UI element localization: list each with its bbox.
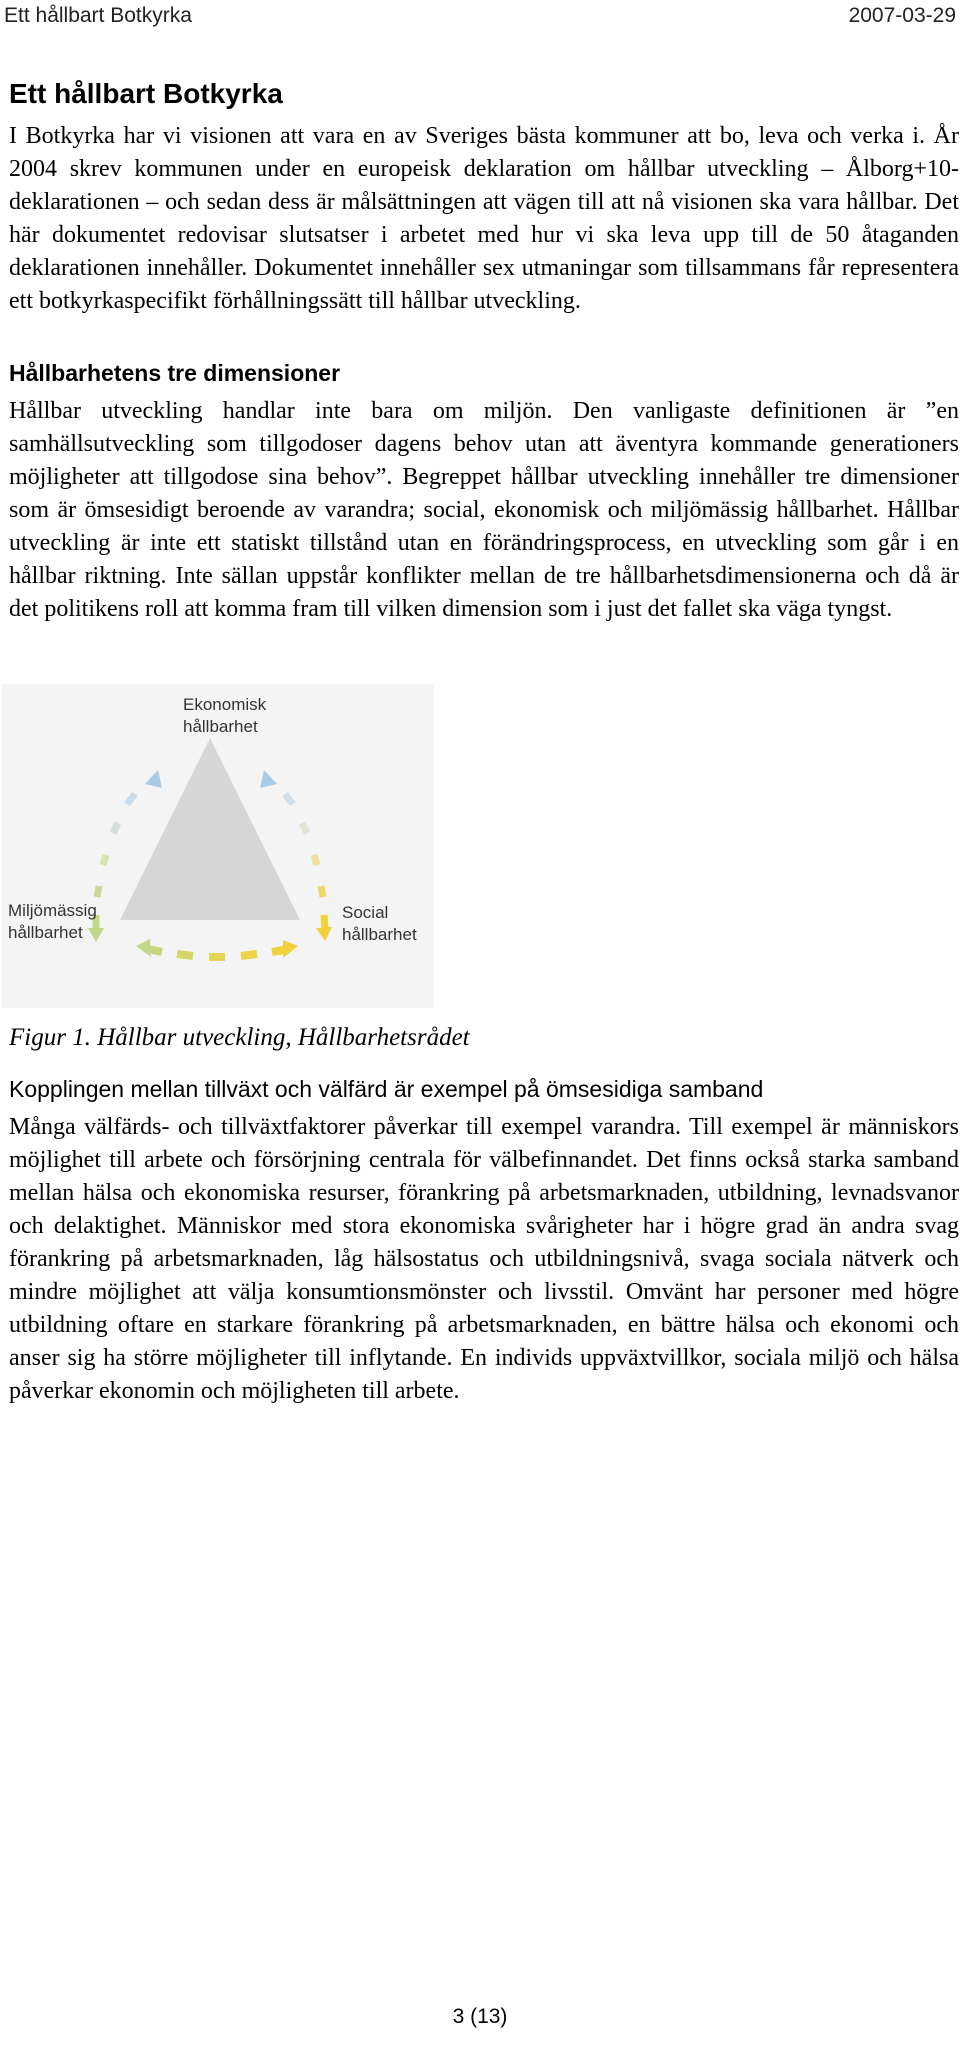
- label-social-sustainability: Social hållbarhet: [342, 903, 417, 944]
- running-header-title: Ett hållbart Botkyrka: [4, 4, 192, 27]
- sustainability-triangle-figure: [2, 684, 434, 1008]
- arrow-arc-environment-to-social: [148, 949, 284, 957]
- label-environmental-sustainability: Miljömässig hållbarhet: [8, 901, 97, 942]
- label-economic-sustainability: Ekonomisk hållbarhet: [183, 695, 267, 736]
- arrow-head-environment-green-bottom: [136, 939, 151, 957]
- running-header-date: 2007-03-29: [848, 4, 956, 27]
- dimensions-paragraph: Hållbar utveckling handlar inte bara om miljön. Den vanligaste definitionen är ”en samhällsutveckling som tillgodoser dagens behov utan att äventyra kommande generationers möjligheter att tillgodose sina behov”. Begreppet hållbar utveckling innehåller tre dimensioner som är ömsesidigt beroende av varandra; social, ekonomisk och miljömässig hållbarhet. Hållbar utveckling är inte ett statiskt tillstånd utan en förändringsprocess, en utveckling som går i en hållbar riktning. Inte sällan uppstår konflikter mellan de tre hållbarhetsdimensionerna och då är det politikens roll att komma fram till vilken dimension som i just det fallet ska väga tyngst.: [9, 398, 959, 622]
- center-triangle: [120, 738, 300, 920]
- section-heading-growth-welfare: Kopplingen mellan tillväxt och välfärd är exempel på ömsesidiga samband: [9, 1076, 764, 1102]
- growth-welfare-paragraph: Många välfärds- och tillväxtfaktorer påverkar till exempel varandra. Till exempel är människors möjlighet till arbete och försörjning centrala för välbefinnandet. Det finns också starka samband mellan hälsa och ekonomiska resurser, förankring på arbetsmarknaden, utbildning, levnadsvanor och delaktighet. Människor med stora ekonomiska svårigheter har i högre grad än andra svag förankring på arbetsmarknaden, låg hälsostatus och utbildningsnivå, svaga sociala nätverk och mindre möjlighet att välja konsumtionsmönster och livsstil. Omvänt har personer med högre utbildning oftare en starkare förankring på arbetsmarknaden, en bättre hälsa och ekonomi och anser sig ha större möjligheter till inflytande. En individs uppväxtvillkor, sociala miljö och hälsa påverkar ekonomin och möjligheten till arbete.: [9, 1114, 959, 1404]
- arrow-head-economic-blue-left: [145, 770, 162, 788]
- page-number: 3 (13): [452, 2005, 508, 2028]
- arrow-head-social-yellow-right: [316, 927, 332, 941]
- section-heading-dimensions: Hållbarhetens tre dimensioner: [9, 360, 341, 386]
- page-title: Ett hållbart Botkyrka: [9, 78, 283, 109]
- intro-paragraph: I Botkyrka har vi visionen att vara en av Sveriges bästa kommuner att bo, leva och verka i. År 2004 skrev kommunen under en europeisk deklaration om hållbar utveckling – Ålborg+10-deklarationen – och sedan dess är målsättningen att vägen till att nå visionen ska vara hållbar. Det här dokumentet redovisar slutsatser i arbetet med hur vi ska leva upp till de 50 åtaganden deklarationen innehåller. Dokumentet innehåller sex utmaningar som tillsammans får representera ett botkyrkaspecifikt förhållningssätt till hållbar utveckling.: [9, 123, 959, 314]
- arrow-head-economic-blue-right: [260, 770, 277, 788]
- figure-caption: Figur 1. Hållbar utveckling, Hållbarhetsrådet: [9, 1024, 470, 1051]
- document-body: [9, 72, 959, 1408]
- arrow-head-social-yellow-bottom: [283, 940, 298, 958]
